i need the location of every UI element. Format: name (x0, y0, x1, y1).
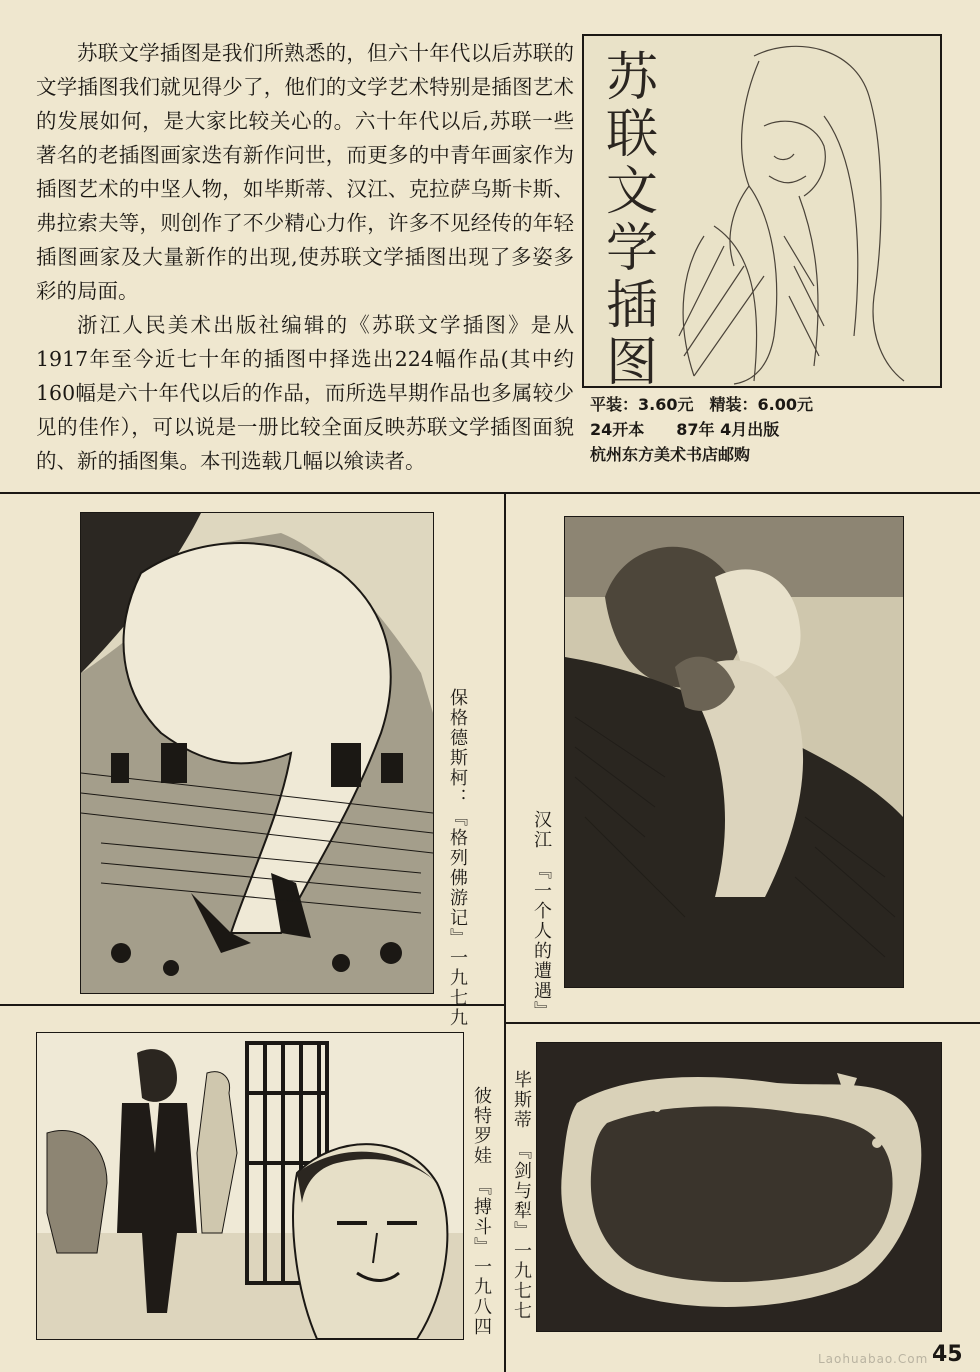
illustration-gulliver (80, 512, 434, 994)
page-number: 45 (932, 1342, 963, 1367)
illustration-fate-of-a-man (564, 516, 904, 988)
book-info (590, 392, 950, 467)
fight-drawing (37, 1033, 463, 1339)
divider-middle-right (504, 1022, 980, 1024)
divider-top (0, 492, 980, 494)
caption-fate-of-a-man: 汉江 『一个人的遭遇』 (531, 810, 552, 1021)
intro-paragraph-1: 苏联文学插图是我们所熟悉的，但六十年代以后苏联的文学插图我们就见得少了，他们的文学艺术特别是插图艺术的发展如何，是大家比较关心的。六十年代以后,苏联一些著名的老插图画家迭有新作问世，而更多的中青年画家作为插图艺术的中坚人物，如毕斯蒂、汉江、克拉萨乌斯卡斯、弗拉索夫等，则创作了不少精心力作，许多不见经传的年轻插图画家及大量新作的出现,使苏联文学插图出现了多姿多彩的局面。 (36, 41, 574, 303)
watermark: Laohuabao.Com (818, 1352, 929, 1366)
intro-paragraph-2: 浙江人民美术出版社编辑的《苏联文学插图》是从1917年至今近七十年的插图中择选出224幅作品(其中约160幅是六十年代以后的作品，而所选早期作品也多属较少见的佳作），可以说是一册比较全面反映苏联文学插图面貌的、新的插图集。本刊选载几幅以飨读者。 (36, 313, 574, 473)
caption-fight: 彼特罗娃 『搏斗』一九八四 (471, 1086, 492, 1337)
caption-sword-and-plough: 毕斯蒂 『剑与犁』一九七七 (511, 1070, 532, 1321)
caption-gulliver: 保格德斯柯：『格列佛游记』一九七九 (447, 688, 468, 1028)
illustration-sword-and-plough (536, 1042, 942, 1332)
divider-middle-left (0, 1004, 504, 1006)
gulliver-drawing (81, 513, 433, 993)
book-cover-title: 苏联文学插图 (605, 48, 658, 388)
book-cover-sketch (584, 36, 940, 386)
fate-drawing (565, 517, 903, 987)
sword-drawing (537, 1043, 941, 1331)
intro-text (36, 36, 574, 478)
book-price: 平装：3.60元 精装：6.00元 (590, 395, 813, 414)
book-cover (582, 34, 942, 388)
divider-middle-vertical (504, 492, 506, 1372)
book-format: 24开本 87年 4月出版 (590, 420, 780, 439)
book-mail-order: 杭州东方美术书店邮购 (590, 445, 751, 464)
illustration-fight (36, 1032, 464, 1340)
